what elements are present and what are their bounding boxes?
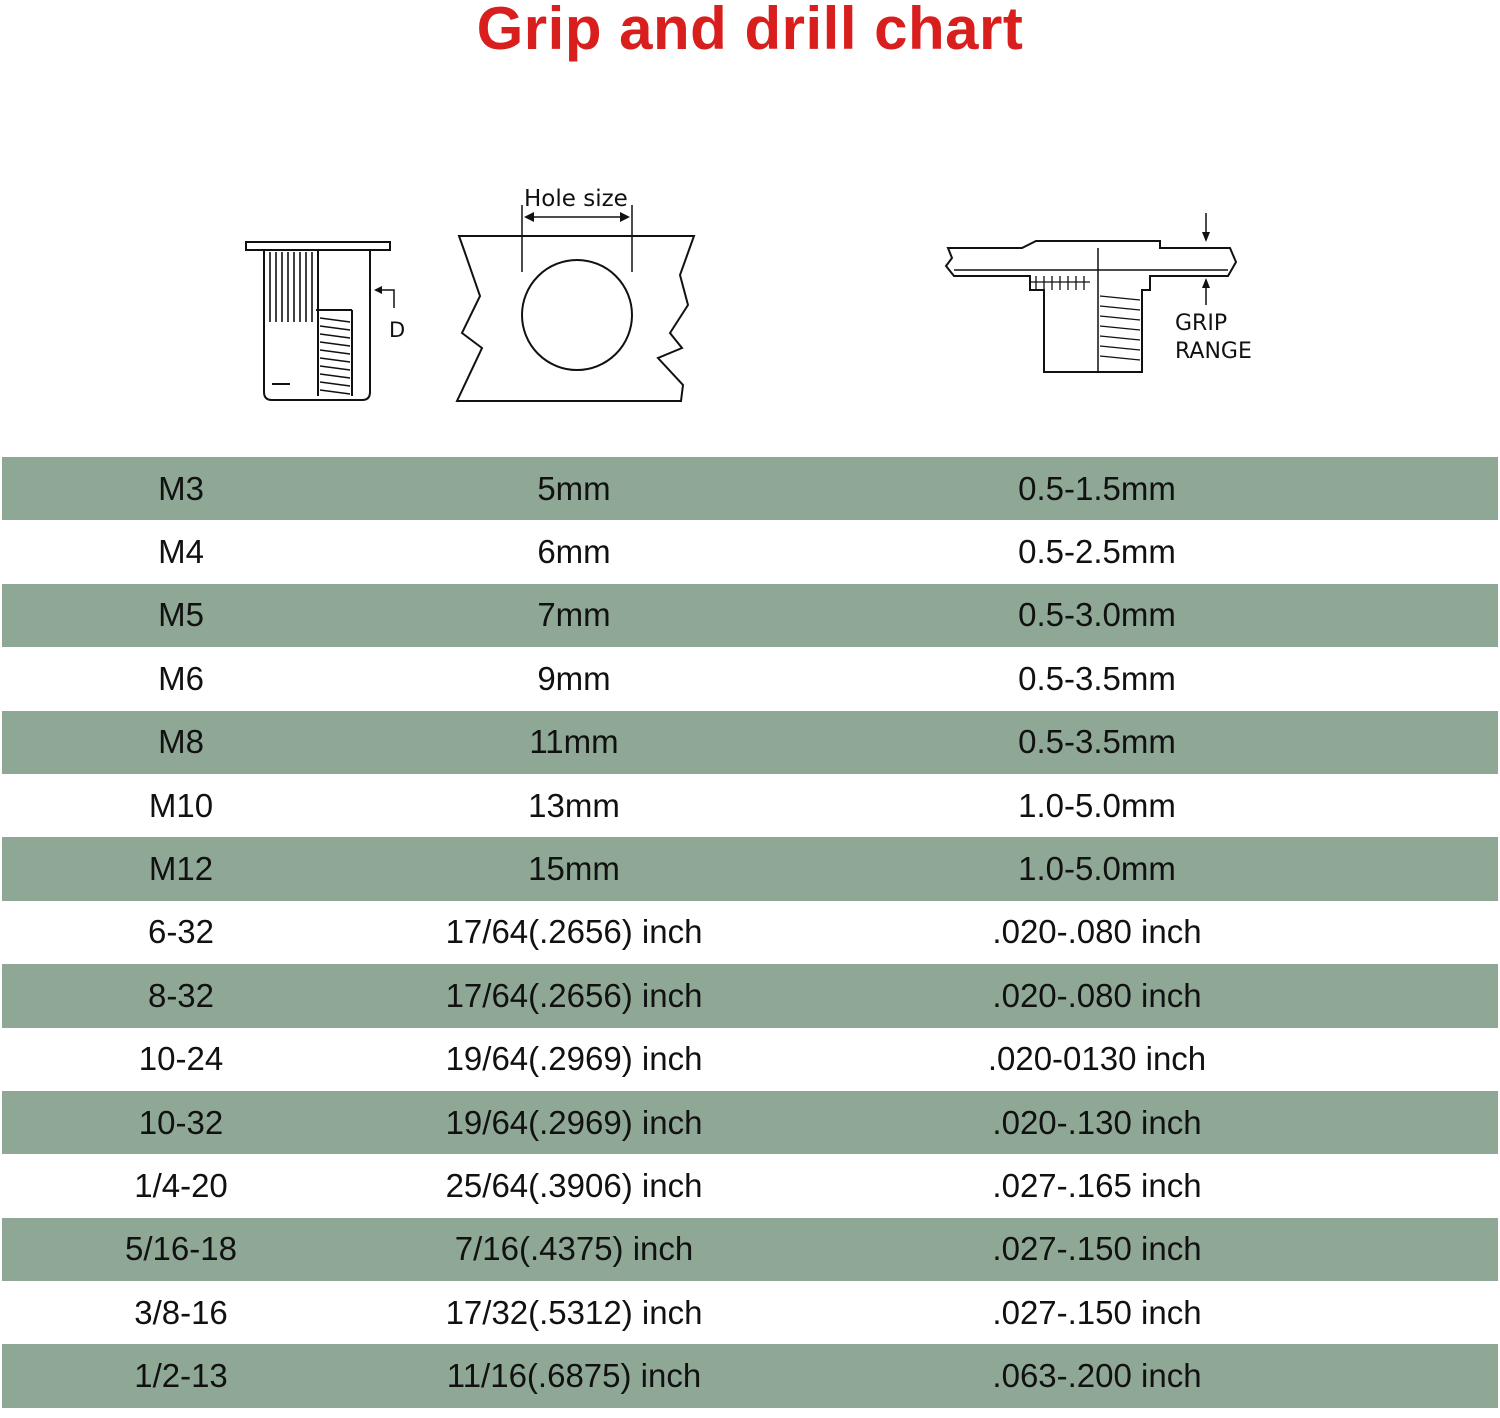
hole-size-label: Hole size <box>524 186 628 212</box>
table-row <box>2 901 1498 964</box>
size-cell: M12 <box>148 850 214 888</box>
size-cell: 1/2-13 <box>134 1357 228 1395</box>
table-row <box>2 1218 1498 1281</box>
grip-range-cell: .063-.200 inch <box>992 1357 1202 1395</box>
size-cell: M6 <box>158 659 204 697</box>
grip-range-cell: 0.5-3.5mm <box>1018 723 1176 761</box>
grip-range-cell: .020-.080 inch <box>992 976 1202 1014</box>
hole-size-cell: 7/16(.4375) inch <box>454 1230 694 1268</box>
table-row <box>2 1154 1498 1217</box>
hole-size-cell: 5mm <box>537 469 611 507</box>
rivet-nut-diagram <box>0 0 1500 440</box>
size-cell: M5 <box>158 596 204 634</box>
table-row <box>2 647 1498 710</box>
table-row <box>2 774 1498 837</box>
size-cell: 8-32 <box>147 976 215 1014</box>
hole-size-cell: 6mm <box>537 533 611 571</box>
size-cell: 6-32 <box>147 913 215 951</box>
hole-size-plate-icon <box>457 205 694 401</box>
hole-size-cell: 11/16(.6875) inch <box>446 1357 702 1395</box>
size-cell: 1/4-20 <box>134 1166 228 1204</box>
size-cell: M8 <box>158 723 204 761</box>
hole-size-cell: 11mm <box>529 723 619 761</box>
table-row <box>2 584 1498 647</box>
grip-range-cell: 1.0-5.0mm <box>1018 786 1176 824</box>
d-label: D <box>389 318 406 342</box>
table-row <box>2 1281 1498 1344</box>
hole-size-cell: 17/32(.5312) inch <box>445 1293 703 1331</box>
size-cell: 5/16-18 <box>125 1230 237 1268</box>
hole-size-cell: 9mm <box>537 659 611 697</box>
hole-size-cell: 25/64(.3906) inch <box>445 1166 703 1204</box>
grip-range-cell: .027-.150 inch <box>992 1293 1202 1331</box>
grip-label-line2: RANGE <box>1175 339 1252 364</box>
grip-range-cell: 0.5-3.0mm <box>1018 596 1176 634</box>
table-row <box>2 1344 1498 1407</box>
grip-drill-table <box>2 457 1498 1408</box>
grip-range-cell: .027-.150 inch <box>992 1230 1202 1268</box>
hole-size-cell: 19/64(.2969) inch <box>445 1040 703 1078</box>
hole-size-cell: 17/64(.2656) inch <box>445 913 703 951</box>
rivet-nut-side-icon <box>246 242 394 400</box>
table-row <box>2 964 1498 1027</box>
hole-size-cell: 17/64(.2656) inch <box>445 976 703 1014</box>
size-cell: 10-24 <box>138 1040 224 1078</box>
hole-size-cell: 15mm <box>528 850 620 888</box>
table-row <box>2 457 1498 520</box>
hole-size-cell: 19/64(.2969) inch <box>445 1103 703 1141</box>
page-title: Grip and drill chart <box>476 0 1024 62</box>
table-row <box>2 837 1498 900</box>
size-cell: 10-32 <box>138 1103 224 1141</box>
grip-label-line1: GRIP <box>1175 311 1228 336</box>
grip-range-cell: 1.0-5.0mm <box>1018 850 1176 888</box>
grip-range-cell: 0.5-2.5mm <box>1018 533 1176 571</box>
grip-range-cell: .020-.080 inch <box>992 913 1202 951</box>
hole-size-cell: 13mm <box>528 786 620 824</box>
grip-range-cell: .027-.165 inch <box>992 1166 1202 1204</box>
grip-range-cell: .020-0130 inch <box>987 1040 1207 1078</box>
table-row <box>2 711 1498 774</box>
grip-range-cell: 0.5-1.5mm <box>1018 469 1176 507</box>
hole-size-cell: 7mm <box>537 596 611 634</box>
size-cell: M10 <box>148 786 214 824</box>
grip-range-cell: .020-.130 inch <box>992 1103 1202 1141</box>
grip-range-cell: 0.5-3.5mm <box>1018 659 1176 697</box>
size-cell: 3/8-16 <box>134 1293 228 1331</box>
table-row <box>2 1028 1498 1091</box>
size-cell: M4 <box>158 533 204 571</box>
size-cell: M3 <box>158 469 204 507</box>
table-row <box>2 1091 1498 1154</box>
table-row <box>2 520 1498 583</box>
